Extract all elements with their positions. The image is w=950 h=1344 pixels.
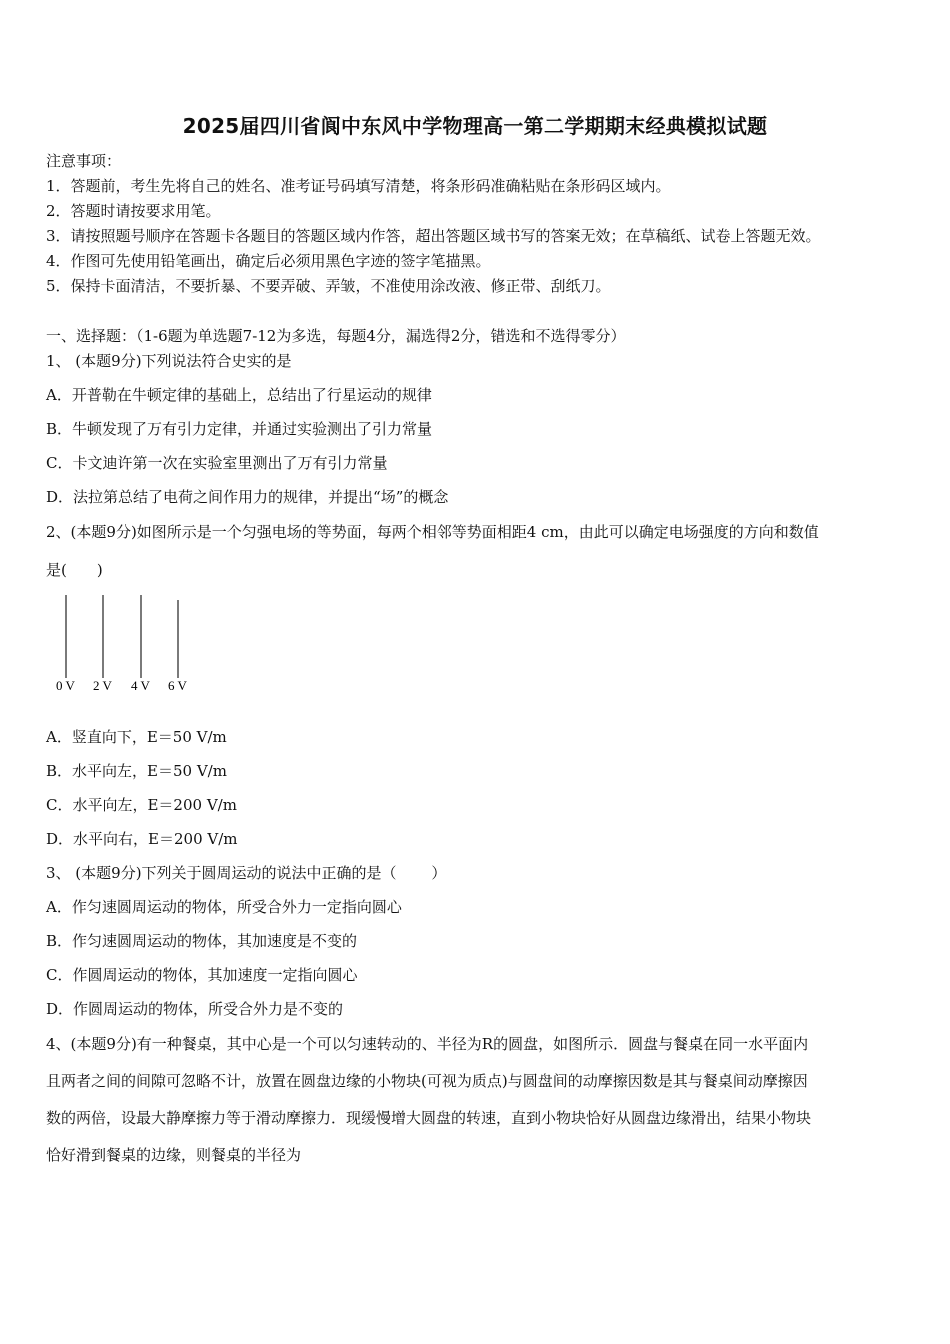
q1-option-b: B．牛顿发现了万有引力定律，并通过实验测出了引力常量 [46, 420, 433, 438]
q2-stem-line2: 是( ) [46, 561, 103, 579]
label-2v: 2 V [93, 678, 112, 693]
q1-option-c: C．卡文迪许第一次在实验室里测出了万有引力常量 [46, 454, 388, 472]
q1-stem: 1、 (本题9分)下列说法符合史实的是 [46, 352, 292, 370]
q2-option-b: B．水平向左，E＝50 V/m [46, 762, 227, 780]
label-4v: 4 V [131, 678, 150, 693]
q2-option-d: D．水平向右，E＝200 V/m [46, 830, 238, 848]
label-6v: 6 V [168, 678, 187, 693]
notice-item-1: 1．答题前，考生先将自己的姓名、准考证号码填写清楚，将条形码准确粘贴在条形码区域内。 [46, 177, 671, 195]
q2-stem-line1: 2、(本题9分)如图所示是一个匀强电场的等势面，每两个相邻等势面相距4 cm，由此可以确定电场强度的方向和数值 [46, 523, 819, 541]
q2-option-c: C．水平向左，E＝200 V/m [46, 796, 237, 814]
q4-line-1: 4、(本题9分)有一种餐桌，其中心是一个可以匀速转动的、半径为R的圆盘，如图所示．圆盘与餐桌在同一水平面内 [46, 1035, 809, 1053]
q3-option-b: B．作匀速圆周运动的物体，其加速度是不变的 [46, 932, 358, 950]
notice-item-4: 4．作图可先使用铅笔画出，确定后必须用黑色字迹的签字笔描黑。 [46, 252, 491, 270]
notice-item-5: 5．保持卡面清洁，不要折暴、不要弄破、弄皱，不准使用涂改液、修正带、刮纸刀。 [46, 277, 611, 295]
q4-line-2: 且两者之间的间隙可忽略不计，放置在圆盘边缘的小物块(可视为质点)与圆盘间的动摩擦因数是其与餐桌间动摩擦因 [46, 1072, 808, 1090]
q2-option-a: A．竖直向下，E＝50 V/m [46, 728, 227, 746]
q4-line-3: 数的两倍，设最大静摩擦力等于滑动摩擦力．现缓慢增大圆盘的转速，直到小物块恰好从圆盘边缘滑出，结果小物块 [46, 1109, 812, 1127]
notice-item-2: 2．答题时请按要求用笔。 [46, 202, 221, 220]
notice-item-3: 3．请按照题号顺序在答题卡各题目的答题区域内作答，超出答题区域书写的答案无效；在草稿纸、试卷上答题无效。 [46, 227, 821, 245]
equipotential-diagram [52, 590, 202, 700]
notice-heading: 注意事项： [46, 152, 122, 170]
q3-option-d: D．作圆周运动的物体，所受合外力是不变的 [46, 1000, 344, 1018]
q3-stem: 3、 (本题9分)下列关于圆周运动的说法中正确的是（ ） [46, 864, 447, 882]
q1-option-a: A．开普勒在牛顿定律的基础上，总结出了行星运动的规律 [46, 386, 432, 404]
q3-option-a: A．作匀速圆周运动的物体，所受合外力一定指向圆心 [46, 898, 402, 916]
section-heading: 一、选择题：（1-6题为单选题7-12为多选，每题4分，漏选得2分，错选和不选得零分） [46, 327, 626, 345]
q3-option-c: C．作圆周运动的物体，其加速度一定指向圆心 [46, 966, 358, 984]
q1-option-d: D．法拉第总结了电荷之间作用力的规律，并提出“场”的概念 [46, 488, 449, 506]
q4-line-4: 恰好滑到餐桌的边缘，则餐桌的半径为 [46, 1146, 302, 1164]
exam-title: 2025届四川省阆中东风中学物理高一第二学期期末经典模拟试题 [182, 114, 768, 138]
label-0v: 0 V [56, 678, 75, 693]
